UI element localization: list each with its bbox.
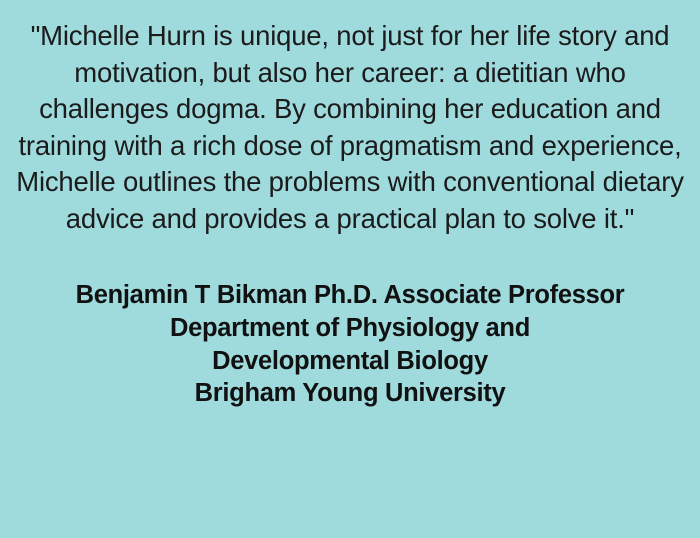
attribution-line-2: Department of Physiology and xyxy=(170,314,530,342)
quote-text: "Michelle Hurn is unique, not just for her life story and motivation, but also her career: a dietitian who challenges dogma. By combining her education and training with a rich dose of pragmatism and experience, Michelle outlines the problems with conventional dietary advice and provides a practical plan to solve it." xyxy=(16,20,684,234)
attribution-block xyxy=(76,279,625,410)
attribution-line-4: Brigham Young University xyxy=(194,379,506,408)
attribution-line-3: Developmental Biology xyxy=(212,346,488,375)
attribution-line-1: Benjamin T Bikman Ph.D. Associate Professor xyxy=(75,281,625,310)
